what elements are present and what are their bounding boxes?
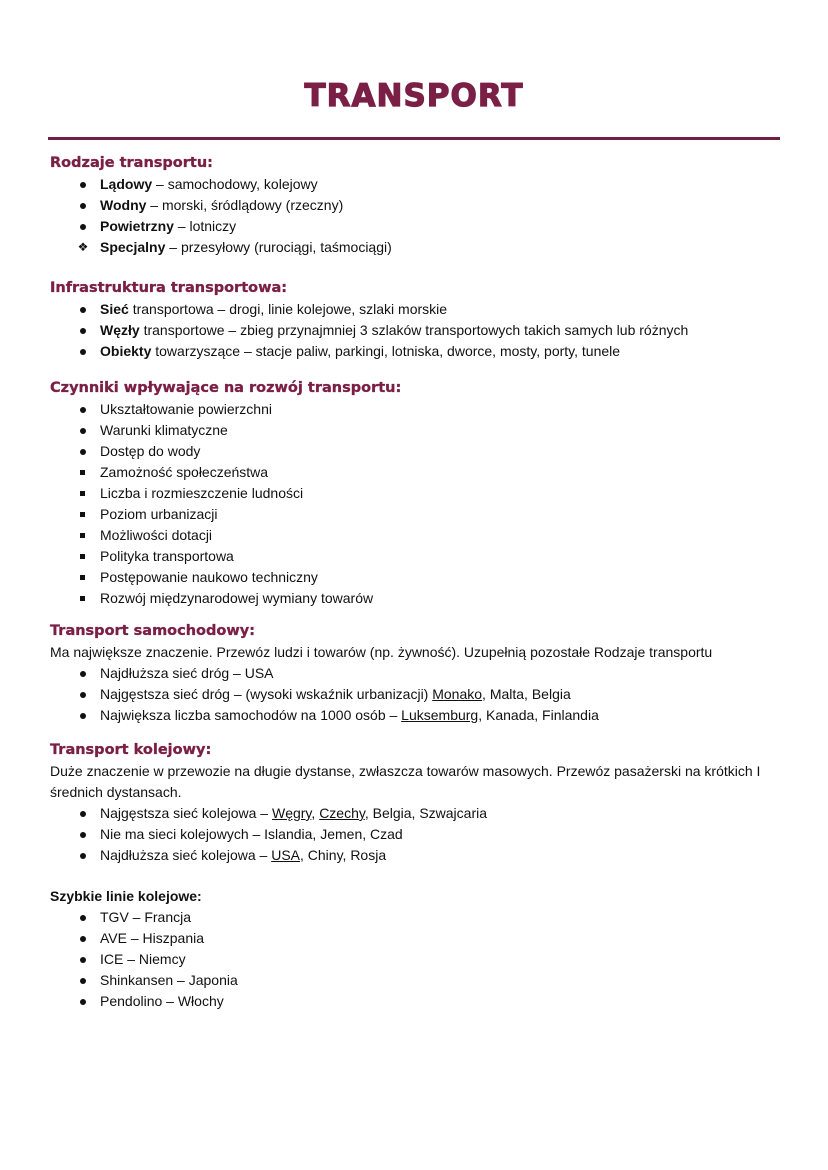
underlined-text: Węgry — [271, 805, 312, 821]
bold-term: Wodny — [100, 197, 147, 213]
item-text: Pendolino – Włochy — [100, 993, 224, 1009]
item-text: Najgęstsza sieć dróg – (wysoki wskaźnik urbanizacji) — [100, 686, 433, 702]
list-item — [50, 195, 790, 216]
diamond-bullet-icon: ❖ — [77, 240, 89, 254]
bold-term: Specjalny — [100, 239, 166, 255]
list-item — [50, 684, 790, 705]
item-text: – morski, śródlądowy (rzeczny) — [146, 197, 344, 213]
item-text: transportowe – zbieg przynajmniej 3 szlaków transportowych takich samych lub różnych — [139, 322, 689, 338]
bold-term: Sieć — [100, 301, 129, 317]
list-item — [50, 928, 790, 949]
list-item — [50, 803, 790, 824]
item-text: – samochodowy, kolejowy — [152, 176, 318, 192]
list-item — [50, 299, 790, 320]
bullet-list — [50, 663, 790, 726]
list-item — [50, 504, 790, 525]
list-item — [50, 907, 790, 928]
item-text: transportowa – drogi, linie kolejowe, szlaki morskie — [128, 301, 448, 317]
item-text: Najdłuższa sieć kolejowa – — [100, 847, 272, 863]
section — [50, 621, 790, 726]
section — [50, 278, 790, 362]
list-item — [50, 588, 790, 609]
list-item — [50, 462, 790, 483]
item-text: Dostęp do wody — [100, 443, 201, 459]
bullet-list — [50, 803, 790, 866]
list-item — [50, 483, 790, 504]
bullet-list — [50, 174, 790, 258]
item-text: Postępowanie naukowo techniczny — [100, 569, 318, 585]
item-text: Warunki klimatyczne — [100, 422, 228, 438]
item-text: Największa liczba samochodów na 1000 osób – — [100, 707, 402, 723]
list-item — [50, 845, 790, 866]
section-heading: Czynniki wpływające na rozwój transportu: — [50, 380, 402, 396]
section-heading: Rodzaje transportu: — [50, 155, 213, 171]
list-item — [50, 399, 790, 420]
title-divider — [48, 137, 780, 140]
item-text: – przesyłowy (rurociągi, taśmociągi) — [165, 239, 392, 255]
item-text: TGV – Francja — [100, 909, 192, 925]
list-item — [50, 216, 790, 237]
list-item — [50, 824, 790, 845]
section-paragraph: Duże znaczenie w przewozie na długie dystanse, zwłaszcza towarów masowych. Przewóz pasażerski na krótkich I średnich dystansach. — [50, 763, 761, 800]
section-paragraph: Ma największe znaczenie. Przewóz ludzi i towarów (np. żywność). Uzupełnią pozostałe Rodzaje transportu — [50, 644, 713, 660]
item-text: Nie ma sieci kolejowych – Islandia, Jemen, Czad — [100, 826, 403, 842]
list-item — [50, 567, 790, 588]
item-text: Polityka transportowa — [100, 548, 234, 564]
bold-term: Obiekty — [100, 343, 152, 359]
list-item — [50, 420, 790, 441]
underlined-text: USA — [271, 847, 300, 863]
bold-term: Węzły — [100, 322, 140, 338]
item-text: , Malta, Belgia — [482, 686, 571, 702]
item-text: Poziom urbanizacji — [100, 506, 218, 522]
list-item — [50, 705, 790, 726]
section — [50, 153, 790, 258]
section-heading: Infrastruktura transportowa: — [50, 280, 288, 296]
item-text: , Belgia, Szwajcaria — [364, 805, 488, 821]
item-text: Najdłuższa sieć dróg – USA — [100, 665, 274, 681]
item-text: Shinkansen – Japonia — [100, 972, 238, 988]
list-item — [50, 174, 790, 195]
list-item — [50, 237, 790, 258]
bullet-list — [50, 299, 790, 362]
document-body — [50, 153, 790, 1012]
bullet-list — [50, 399, 790, 609]
list-item — [50, 341, 790, 362]
list-item — [50, 970, 790, 991]
item-text: Zamożność społeczeństwa — [100, 464, 269, 480]
list-item — [50, 546, 790, 567]
section-heading: Transport samochodowy: — [50, 623, 256, 639]
bullet-list — [50, 907, 790, 1012]
item-text: Liczba i rozmieszczenie ludności — [100, 485, 304, 501]
section — [50, 740, 790, 866]
underlined-text: Monako — [432, 686, 483, 702]
bold-term: Lądowy — [100, 176, 153, 192]
section-heading: Transport kolejowy: — [50, 742, 212, 758]
item-text: AVE – Hiszpania — [100, 930, 205, 946]
item-text: towarzyszące – stacje paliw, parkingi, lotniska, dworce, mosty, porty, tunele — [151, 343, 621, 359]
section — [50, 378, 790, 609]
item-text: , Chiny, Rosja — [300, 847, 387, 863]
section — [50, 886, 790, 1012]
page-title: TRANSPORT — [304, 78, 524, 114]
underlined-text: Luksemburg — [401, 707, 479, 723]
list-item — [50, 320, 790, 341]
underlined-text: Czechy — [319, 805, 365, 821]
item-text: Najgęstsza sieć kolejowa – — [100, 805, 272, 821]
list-item — [50, 949, 790, 970]
list-item — [50, 663, 790, 684]
list-item — [50, 441, 790, 462]
bold-term: Powietrzny — [100, 218, 174, 234]
list-item — [50, 525, 790, 546]
item-text: , — [311, 805, 320, 821]
item-text: Rozwój międzynarodowej wymiany towarów — [100, 590, 374, 606]
item-text: – lotniczy — [173, 218, 237, 234]
item-text: ICE – Niemcy — [100, 951, 186, 967]
item-text: Możliwości dotacji — [100, 527, 213, 543]
list-item — [50, 991, 790, 1012]
section-heading: Szybkie linie kolejowe: — [50, 888, 202, 904]
item-text: Ukształtowanie powierzchni — [100, 401, 272, 417]
item-text: , Kanada, Finlandia — [478, 707, 599, 723]
